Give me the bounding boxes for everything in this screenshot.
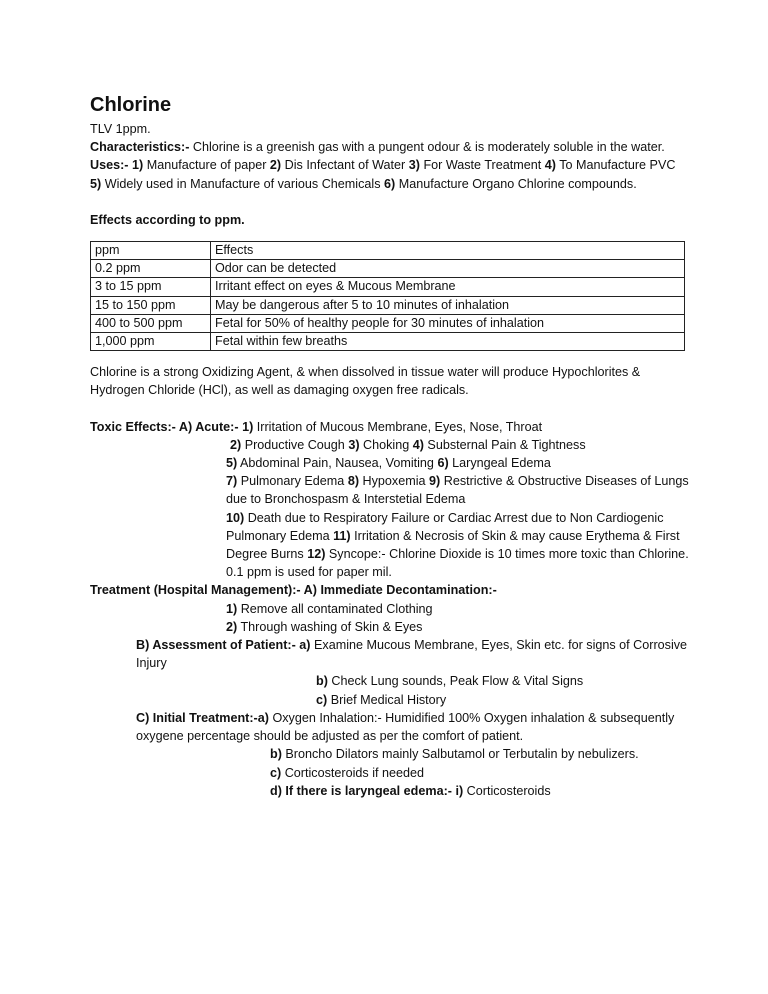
item-label: If there is laryngeal edema:-	[281, 783, 452, 798]
toxic-effects-line	[90, 436, 690, 454]
item-text: Examine Mucous Membrane, Eyes, Skin etc. for signs of Corrosive Injury	[136, 638, 688, 671]
effects-heading	[90, 211, 690, 229]
item-text: Pulmonary Edema	[237, 474, 348, 489]
use-text: Manufacture of paper	[143, 158, 270, 173]
treatment-line	[90, 600, 690, 618]
use-number: 5)	[90, 176, 102, 191]
use-number: 6)	[384, 176, 396, 191]
table-row	[91, 260, 685, 278]
table-cell-ppm: 0.2 ppm	[91, 260, 211, 278]
item-number: 5)	[226, 456, 238, 471]
table-cell-ppm: 400 to 500 ppm	[91, 314, 211, 332]
item-number: a)	[299, 638, 311, 653]
use-text: Widely used in Manufacture of various Chemicals	[101, 176, 384, 191]
ppm-effects-table	[90, 241, 685, 351]
assessment-label: B) Assessment of Patient:-	[136, 638, 296, 653]
item-text: Oxygen Inhalation:- Humidified 100% Oxygen inhalation & subsequently oxygene percentage should be adjusted as per the comfort of patient.	[136, 710, 675, 744]
initial-treatment-line	[90, 745, 690, 763]
assessment-heading	[90, 636, 690, 672]
item-number: a)	[257, 710, 269, 725]
item-text: Remove all contaminated Clothing	[237, 601, 433, 616]
use-text: To Manufacture PVC	[555, 158, 676, 173]
oxidizing-paragraph: Chlorine is a strong Oxidizing Agent, & when dissolved in tissue water will produce Hypochlorites & Hydrogen Chloride (HCl), as well as damaging oxygen free radicals.	[90, 365, 641, 398]
page-title: Chlorine	[90, 94, 172, 116]
use-text: Dis Infectant of Water	[281, 158, 409, 173]
table-cell-effect: Irritant effect on eyes & Mucous Membrane	[211, 278, 685, 296]
characteristics-label: Characteristics:-	[90, 140, 190, 155]
table-header-cell: ppm	[91, 242, 211, 260]
item-text: Corticosteroids	[463, 783, 551, 798]
use-number: 2)	[269, 158, 282, 173]
document-page	[90, 92, 690, 800]
item-text: Irritation & Necrosis of Skin & may cause Erythema & First Degree Burns	[226, 528, 680, 562]
toxic-effects-line	[90, 418, 690, 436]
item-number: 7)	[226, 474, 238, 489]
item-text: Brief Medical History	[327, 692, 447, 707]
table-row	[91, 314, 685, 332]
item-text: Abdominal Pain, Nausea, Vomiting	[237, 456, 438, 471]
item-text: Death due to Respiratory Failure or Cardiac Arrest due to Non Cardiogenic Pulmonary Edema	[226, 510, 664, 543]
toxic-effects-line	[90, 509, 690, 582]
treatment-heading	[90, 581, 690, 599]
item-text: Hypoxemia	[359, 474, 430, 489]
initial-treatment-label: C) Initial Treatment:-	[136, 710, 258, 725]
assessment-line	[90, 672, 690, 690]
item-number: 1)	[242, 419, 254, 434]
item-text: Productive Cough	[241, 437, 349, 452]
item-number: 2)	[230, 437, 242, 452]
table-row	[91, 278, 685, 296]
toxic-effects-line	[90, 472, 690, 508]
item-text: Substernal Pain & Tightness	[423, 437, 586, 452]
item-number: 1)	[226, 601, 238, 616]
effects-heading-text: Effects according to ppm.	[90, 212, 245, 227]
item-text: Irritation of Mucous Membrane, Eyes, Nose, Throat	[253, 419, 543, 434]
table-cell-ppm: 15 to 150 ppm	[91, 296, 211, 314]
item-text: Corticosteroids if needed	[281, 765, 425, 780]
uses-label: Uses:-	[90, 158, 129, 173]
use-text: Manufacture Organo Chlorine compounds.	[395, 176, 637, 191]
table-header-row	[91, 242, 685, 260]
use-number: 3)	[408, 158, 420, 173]
use-number: 1)	[132, 158, 144, 173]
use-text: For Waste Treatment	[419, 158, 545, 173]
table-header-cell: Effects	[211, 242, 685, 260]
item-number: 11)	[333, 528, 351, 543]
item-number: c)	[316, 692, 328, 707]
item-number: 2)	[226, 619, 238, 634]
item-text: Broncho Dilators mainly Salbutamol or Terbutalin by nebulizers.	[281, 747, 639, 762]
characteristics-paragraph	[90, 138, 690, 156]
item-text: Check Lung sounds, Peak Flow & Vital Signs	[327, 674, 584, 689]
item-text: Through washing of Skin & Eyes	[237, 619, 423, 634]
table-cell-effect: Odor can be detected	[211, 260, 685, 278]
initial-treatment-line	[90, 782, 690, 800]
toxic-effects-label: Toxic Effects:- A) Acute:-	[90, 419, 239, 434]
item-number: b)	[316, 674, 328, 689]
table-cell-effect: Fetal for 50% of healthy people for 30 minutes of inhalation	[211, 314, 685, 332]
item-text: Laryngeal Edema	[448, 456, 551, 471]
item-number: 10)	[226, 510, 245, 525]
table-cell-ppm: 3 to 15 ppm	[91, 278, 211, 296]
item-text: Syncope:- Chlorine Dioxide is 10 times more toxic than Chlorine. 0.1 ppm is used for paper mil.	[226, 547, 689, 580]
table-cell-ppm: 1,000 ppm	[91, 333, 211, 351]
item-number: 3)	[348, 437, 360, 452]
item-number: i)	[451, 783, 464, 798]
table-cell-effect: May be dangerous after 5 to 10 minutes of inhalation	[211, 296, 685, 314]
item-number: 12)	[307, 547, 326, 562]
initial-treatment-line	[90, 764, 690, 782]
table-row	[91, 296, 685, 314]
item-number: 4)	[412, 437, 424, 452]
item-number: 9)	[429, 474, 441, 489]
item-text: Restrictive & Obstructive Diseases of Lungs due to Bronchospasm & Interstetial Edema	[226, 474, 689, 507]
item-number: 8)	[347, 474, 360, 489]
treatment-label: Treatment (Hospital Management):- A) Immediate Decontamination:-	[90, 583, 497, 598]
table-row	[91, 333, 685, 351]
table-cell-effect: Fetal within few breaths	[211, 333, 685, 351]
item-text: Choking	[359, 437, 413, 452]
item-number: d)	[270, 783, 282, 798]
treatment-line	[90, 618, 690, 636]
use-number: 4)	[544, 158, 556, 173]
toxic-effects-line	[90, 454, 690, 472]
tlv-line: TLV 1ppm.	[90, 122, 151, 136]
item-number: c)	[270, 765, 282, 780]
initial-treatment-heading	[90, 709, 690, 745]
item-number: 6)	[437, 456, 449, 471]
characteristics-text: Chlorine is a greenish gas with a pungent odour & is moderately soluble in the water.	[189, 140, 665, 155]
assessment-line	[90, 691, 690, 709]
item-number: b)	[270, 747, 282, 762]
uses-paragraph	[90, 156, 690, 192]
